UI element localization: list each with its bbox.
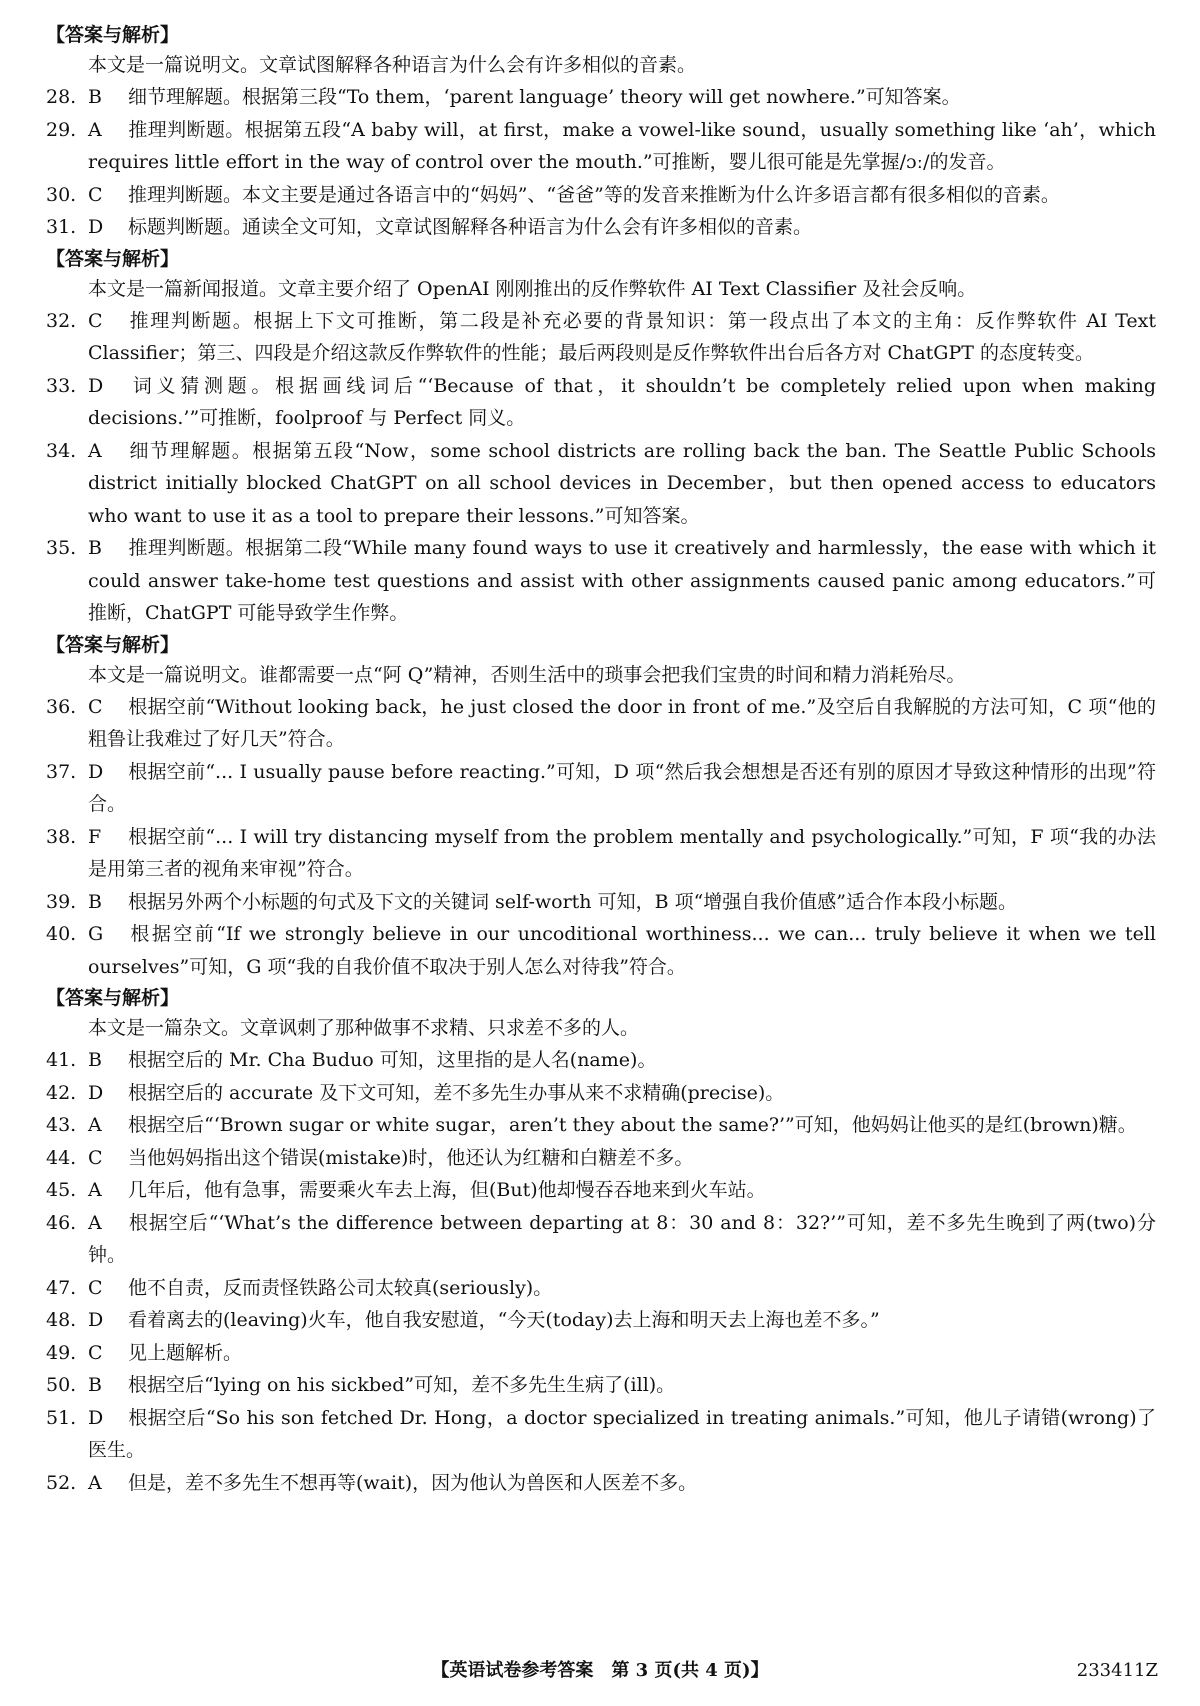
item-explanation: 根据空后“lying on his sickbed”可知，差不多先生生病了(ill)。 bbox=[128, 1374, 676, 1396]
item-explanation: 根据空后的 accurate 及下文可知，差不多先生办事从来不求精确(precise)。 bbox=[128, 1081, 785, 1104]
item-explanation: 看着离去的(leaving)火车，他自我安慰道，“今天(today)去上海和明天去上海也差不多。” bbox=[128, 1309, 880, 1331]
item-number: 30. bbox=[46, 183, 77, 206]
answer-item bbox=[46, 918, 1156, 983]
item-number: 52. bbox=[46, 1471, 77, 1494]
answer-item bbox=[46, 211, 1156, 244]
answer-item bbox=[46, 1174, 1156, 1207]
answer-item bbox=[46, 886, 1156, 919]
answer-item bbox=[46, 370, 1156, 435]
item-number: 32. bbox=[46, 309, 77, 332]
item-number: 50. bbox=[46, 1374, 77, 1396]
answer-section bbox=[46, 630, 1156, 984]
answer-item bbox=[46, 179, 1156, 212]
item-number: 28. bbox=[46, 86, 77, 108]
answer-section bbox=[46, 20, 1156, 244]
item-answer: D bbox=[88, 374, 104, 397]
item-answer: C bbox=[88, 183, 103, 206]
item-answer: A bbox=[88, 1114, 102, 1136]
item-number: 41. bbox=[46, 1049, 77, 1071]
item-answer: D bbox=[88, 1081, 104, 1104]
item-number: 38. bbox=[46, 825, 77, 848]
item-answer: G bbox=[88, 923, 104, 945]
answer-item bbox=[46, 532, 1156, 630]
item-number: 29. bbox=[46, 118, 77, 141]
item-number: 31. bbox=[46, 216, 77, 238]
section-header: 【答案与解析】 bbox=[46, 247, 180, 270]
item-explanation: 根据空前“... I will try distancing myself from the problem mentally and psychologically.”可知，F 项“我的办法是用第三者的视角来审视”符合。 bbox=[88, 825, 1156, 880]
section-header: 【答案与解析】 bbox=[46, 24, 180, 46]
section-intro: 本文是一篇杂文。文章讽刺了那种做事不求精、只求差不多的人。 bbox=[88, 1017, 640, 1039]
answer-item bbox=[46, 305, 1156, 370]
answer-section bbox=[46, 244, 1156, 630]
item-answer: C bbox=[88, 1146, 103, 1169]
section-header: 【答案与解析】 bbox=[46, 633, 180, 656]
answer-item bbox=[46, 1109, 1156, 1142]
answer-item bbox=[46, 435, 1156, 533]
item-explanation: 推理判断题。根据第五段“A baby will，at first，make a vowel-like sound，usually something like ‘ah’，which requires little effort in the way of control over the mouth.”可推断，婴儿很可能是先掌握/ɔː/的发音。 bbox=[88, 118, 1156, 173]
item-explanation: 根据空后的 Mr. Cha Buduo 可知，这里指的是人名(name)。 bbox=[128, 1049, 657, 1071]
item-explanation: 细节理解题。根据第三段“To them，‘parent language’ theory will get nowhere.”可知答案。 bbox=[128, 86, 961, 108]
item-answer: C bbox=[88, 1276, 103, 1299]
answer-item bbox=[46, 691, 1156, 756]
answer-item bbox=[46, 81, 1156, 114]
answer-section bbox=[46, 983, 1156, 1499]
item-answer: B bbox=[88, 537, 102, 559]
item-answer: A bbox=[88, 118, 102, 141]
item-number: 43. bbox=[46, 1114, 77, 1136]
item-answer: D bbox=[88, 1406, 104, 1429]
item-explanation: 推理判断题。根据第二段“While many found ways to use it creatively and harmlessly，the ease with which it could answer take-home test questions and assist with other assignments caused panic among educators.”可推断，ChatGPT 可能导致学生作弊。 bbox=[88, 537, 1156, 624]
answer-item bbox=[46, 114, 1156, 179]
item-number: 46. bbox=[46, 1211, 77, 1234]
item-answer: D bbox=[88, 1309, 104, 1331]
item-answer: C bbox=[88, 309, 103, 332]
item-explanation: 几年后，他有急事，需要乘火车去上海，但(But)他却慢吞吞地来到火车站。 bbox=[128, 1179, 766, 1201]
item-number: 35. bbox=[46, 537, 77, 559]
item-explanation: 他不自责，反而责怪铁路公司太较真(seriously)。 bbox=[128, 1276, 553, 1299]
item-explanation: 推理判断题。本文主要是通过各语言中的“妈妈”、“爸爸”等的发音来推断为什么许多语言都有很多相似的音素。 bbox=[128, 183, 1060, 206]
section-intro: 本文是一篇新闻报道。文章主要介绍了 OpenAI 刚刚推出的反作弊软件 AI Text Classifier 及社会反响。 bbox=[88, 277, 977, 300]
item-number: 49. bbox=[46, 1341, 77, 1364]
answer-item bbox=[46, 1402, 1156, 1467]
item-number: 36. bbox=[46, 695, 77, 718]
answer-item bbox=[46, 821, 1156, 886]
item-explanation: 当他妈妈指出这个错误(mistake)时，他还认为红糖和白糖差不多。 bbox=[128, 1146, 694, 1169]
item-explanation: 根据空后“So his son fetched Dr. Hong，a doctor specialized in treating animals.”可知，他儿子请错(wrong)了医生。 bbox=[88, 1406, 1156, 1461]
item-explanation: 根据空后“‘Brown sugar or white sugar，aren’t they about the same?’”可知，他妈妈让他买的是红(brown)糖。 bbox=[128, 1114, 1137, 1136]
answer-item bbox=[46, 1142, 1156, 1175]
item-explanation: 词义猜测题。根据画线词后“‘Because of that，it shouldn’t be completely relied upon when making decisions.’”可推断，foolproof 与 Perfect 同义。 bbox=[88, 374, 1156, 429]
answer-item bbox=[46, 1304, 1156, 1337]
item-answer: A bbox=[88, 1211, 102, 1234]
exam-code: 233411Z bbox=[1076, 1660, 1158, 1681]
answer-item bbox=[46, 1369, 1156, 1402]
item-number: 45. bbox=[46, 1179, 77, 1201]
item-number: 40. bbox=[46, 923, 77, 945]
item-number: 33. bbox=[46, 374, 77, 397]
answer-item bbox=[46, 1337, 1156, 1370]
item-number: 42. bbox=[46, 1081, 77, 1104]
item-number: 48. bbox=[46, 1309, 77, 1331]
item-explanation: 推理判断题。根据上下文可推断，第二段是补充必要的背景知识：第一段点出了本文的主角：反作弊软件 AI Text Classifier；第三、四段是介绍这款反作弊软件的性能；最后两段则是反作弊软件出台后各方对 ChatGPT 的态度转变。 bbox=[88, 309, 1156, 364]
answer-item bbox=[46, 756, 1156, 821]
item-number: 34. bbox=[46, 439, 77, 462]
item-explanation: 根据另外两个小标题的句式及下文的关键词 self-worth 可知，B 项“增强自我价值感”适合作本段小标题。 bbox=[128, 890, 1018, 913]
item-number: 39. bbox=[46, 890, 77, 913]
item-answer: B bbox=[88, 1049, 102, 1071]
section-intro: 本文是一篇说明文。谁都需要一点“阿 Q”精神，否则生活中的琐事会把我们宝贵的时间和精力消耗殆尽。 bbox=[88, 663, 966, 686]
item-explanation: 根据空前“... I usually pause before reacting.”可知，D 项“然后我会想想是否还有别的原因才导致这种情形的出现”符合。 bbox=[88, 760, 1156, 815]
item-explanation: 根据空后“‘What’s the difference between departing at 8：30 and 8：32?’”可知，差不多先生晚到了两(two)分钟。 bbox=[88, 1211, 1156, 1266]
item-explanation: 但是，差不多先生不想再等(wait)，因为他认为兽医和人医差不多。 bbox=[128, 1471, 698, 1494]
item-answer: D bbox=[88, 216, 104, 238]
section-intro: 本文是一篇说明文。文章试图解释各种语言为什么会有许多相似的音素。 bbox=[88, 54, 697, 76]
footer-title: 【英语试卷参考答案 第 3 页(共 4 页)】 bbox=[431, 1660, 769, 1681]
section-header: 【答案与解析】 bbox=[46, 987, 180, 1009]
answer-item bbox=[46, 1077, 1156, 1110]
item-answer: A bbox=[88, 1471, 102, 1494]
item-answer: A bbox=[88, 439, 102, 462]
item-explanation: 见上题解析。 bbox=[128, 1341, 243, 1364]
item-number: 44. bbox=[46, 1146, 77, 1169]
item-answer: F bbox=[88, 825, 102, 848]
answer-item bbox=[46, 1467, 1156, 1500]
item-answer: B bbox=[88, 1374, 102, 1396]
item-number: 37. bbox=[46, 760, 77, 783]
item-answer: C bbox=[88, 1341, 103, 1364]
item-explanation: 根据空前“If we strongly believe in our uncoditional worthiness... we can... truly believe it when we tell ourselves”可知，G 项“我的自我价值不取决于别人怎么对待我”符合。 bbox=[88, 923, 1156, 978]
item-answer: B bbox=[88, 86, 102, 108]
item-explanation: 标题判断题。通读全文可知，文章试图解释各种语言为什么会有许多相似的音素。 bbox=[128, 216, 813, 238]
item-explanation: 细节理解题。根据第五段“Now，some school districts are rolling back the ban. The Seattle Public Schools district initially blocked ChatGPT on all school devices in December，but then opened access to educators who want to use it as a tool to prepare their lessons.”可知答案。 bbox=[88, 439, 1156, 527]
item-answer: B bbox=[88, 890, 102, 913]
item-explanation: 根据空前“Without looking back，he just closed the door in front of me.”及空后自我解脱的方法可知，C 项“他的粗鲁让我难过了好几天”符合。 bbox=[88, 695, 1156, 750]
item-number: 47. bbox=[46, 1276, 77, 1299]
item-answer: C bbox=[88, 695, 103, 718]
answer-item bbox=[46, 1207, 1156, 1272]
item-number: 51. bbox=[46, 1406, 77, 1429]
item-answer: D bbox=[88, 760, 104, 783]
answer-content bbox=[46, 20, 1156, 1499]
answer-item bbox=[46, 1044, 1156, 1077]
item-answer: A bbox=[88, 1179, 102, 1201]
answer-item bbox=[46, 1272, 1156, 1305]
page-footer bbox=[0, 1654, 1200, 1688]
